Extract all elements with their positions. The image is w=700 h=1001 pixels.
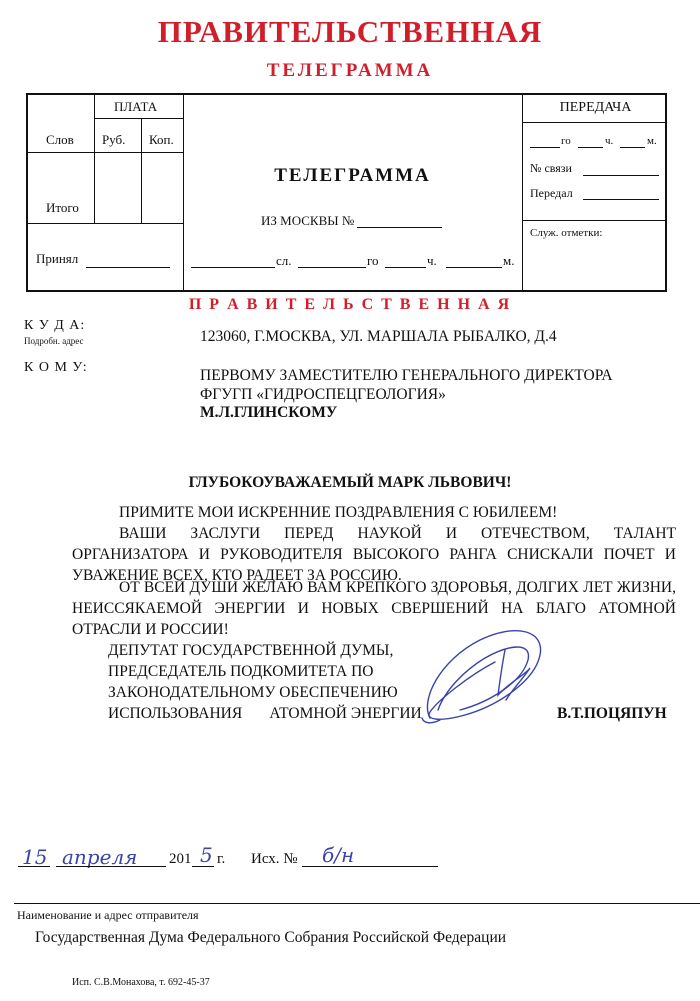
go-label: го [367,253,379,268]
paragraph-1: ПРИМИТЕ МОИ ИСКРЕННИЕ ПОЗДРАВЛЕНИЯ С ЮБИЛЕЕМ! [119,504,558,521]
year-prefix: 201 [169,851,192,867]
paragraph-3-line3: ОТРАСЛИ И РОССИИ! [72,621,229,638]
signer-title-line3: ЗАКОНОДАТЕЛЬНОМУ ОБЕСПЕЧЕНИЮ [108,684,398,701]
sender-label: Наименование и адрес отправителя [17,908,199,922]
executor-note: Исп. С.В.Монахова, т. 692-45-37 [72,977,210,988]
signer-title-line1: ДЕПУТАТ ГОСУДАРСТВЕННОЙ ДУМЫ, [108,642,394,659]
itogo-label: Итого [46,200,79,215]
sender-value: Государственная Дума Федерального Собрания Российской Федерации [35,929,507,946]
iz-moskvy-label: ИЗ МОСКВЫ № [261,213,355,228]
paragraph-2-line2: ОРГАНИЗАТОРА И РУКОВОДИТЕЛЯ ВЫСОКОГО РАНГА СНИСКАЛИ ПОЧЕТ И [72,546,676,563]
telegram-form [26,93,667,292]
ch-label: ч. [427,253,437,268]
plata-label: ПЛАТА [114,99,158,114]
outgoing-value: б/н [322,843,355,867]
nomer-svyazi-label: № связи [530,161,572,175]
m-label: м. [503,253,515,268]
signature-image [410,620,560,730]
ch-right-label: ч. [605,135,614,147]
sl-label: сл. [276,253,292,268]
document-title: ПРАВИТЕЛЬСТВЕННАЯ [157,14,543,49]
greeting: ГЛУБОКОУВАЖАЕМЫЙ МАРК ЛЬВОВИЧ! [188,474,512,491]
slov-label: Слов [46,132,74,147]
signer-title-line4: ИСПОЛЬЗОВАНИЯ АТОМНОЙ ЭНЕРГИИ [108,705,422,722]
komu-line2: ФГУГП «ГИДРОСПЕЦГЕОЛОГИЯ» [200,386,446,403]
komu-line1: ПЕРВОМУ ЗАМЕСТИТЕЛЮ ГЕНЕРАЛЬНОГО ДИРЕКТОРА [200,367,613,384]
go-right-label: го [561,135,571,147]
signer-title-line2: ПРЕДСЕДАТЕЛЬ ПОДКОМИТЕТА ПО [108,663,374,680]
paragraph-2-line3: УВАЖЕНИЕ ВСЕХ, КТО РАДЕЕТ ЗА РОССИЮ. [72,567,402,584]
rub-label: Руб. [102,132,126,147]
komu-name: М.Л.ГЛИНСКОМУ [200,404,338,421]
kuda-value: 123060, Г.МОСКВА, УЛ. МАРШАЛА РЫБАЛКО, Д.4 [200,328,557,345]
prinyal-label: Принял [36,251,79,266]
year-suffix: 5 [200,843,213,867]
kuda-sub-label: Подробн. адрес [24,336,84,346]
paragraph-3-line2: НЕИССЯКАЕМОЙ ЭНЕРГИИ И НОВЫХ СВЕРШЕНИЙ НА БЛАГО АТОМНОЙ [72,600,676,617]
kop-label: Коп. [149,132,174,147]
year-g: г. [217,851,226,867]
m-right-label: м. [647,135,657,147]
peredal-label: Передал [530,186,573,200]
paragraph-2-line1: ВАШИ ЗАСЛУГИ ПЕРЕД НАУКОЙ И ОТЕЧЕСТВОМ, ТАЛАНТ [119,525,676,542]
peredacha-label: ПЕРЕДАЧА [559,100,632,115]
outgoing-label: Исх. № [251,851,298,867]
date-day: 15 [22,845,48,869]
komu-label: К О М У: [24,360,88,375]
kuda-label: К У Д А: [24,318,86,333]
signer-name: В.Т.ПОЦЯПУН [557,705,667,722]
paragraph-3-line1: ОТ ВСЕЙ ДУШИ ЖЕЛАЮ ВАМ КРЕПКОГО ЗДОРОВЬЯ, ДОЛГИХ ЛЕТ ЖИЗНИ, [119,579,676,596]
date-month: апреля [62,845,138,869]
sluzh-otmetki-label: Служ. отметки: [530,227,603,239]
document-subtitle: ТЕЛЕГРАММА [266,60,434,81]
government-stamp: П Р А В И Т Е Л Ь С Т В Е Н Н А Я [188,296,512,313]
center-title: ТЕЛЕГРАММА [274,165,431,186]
